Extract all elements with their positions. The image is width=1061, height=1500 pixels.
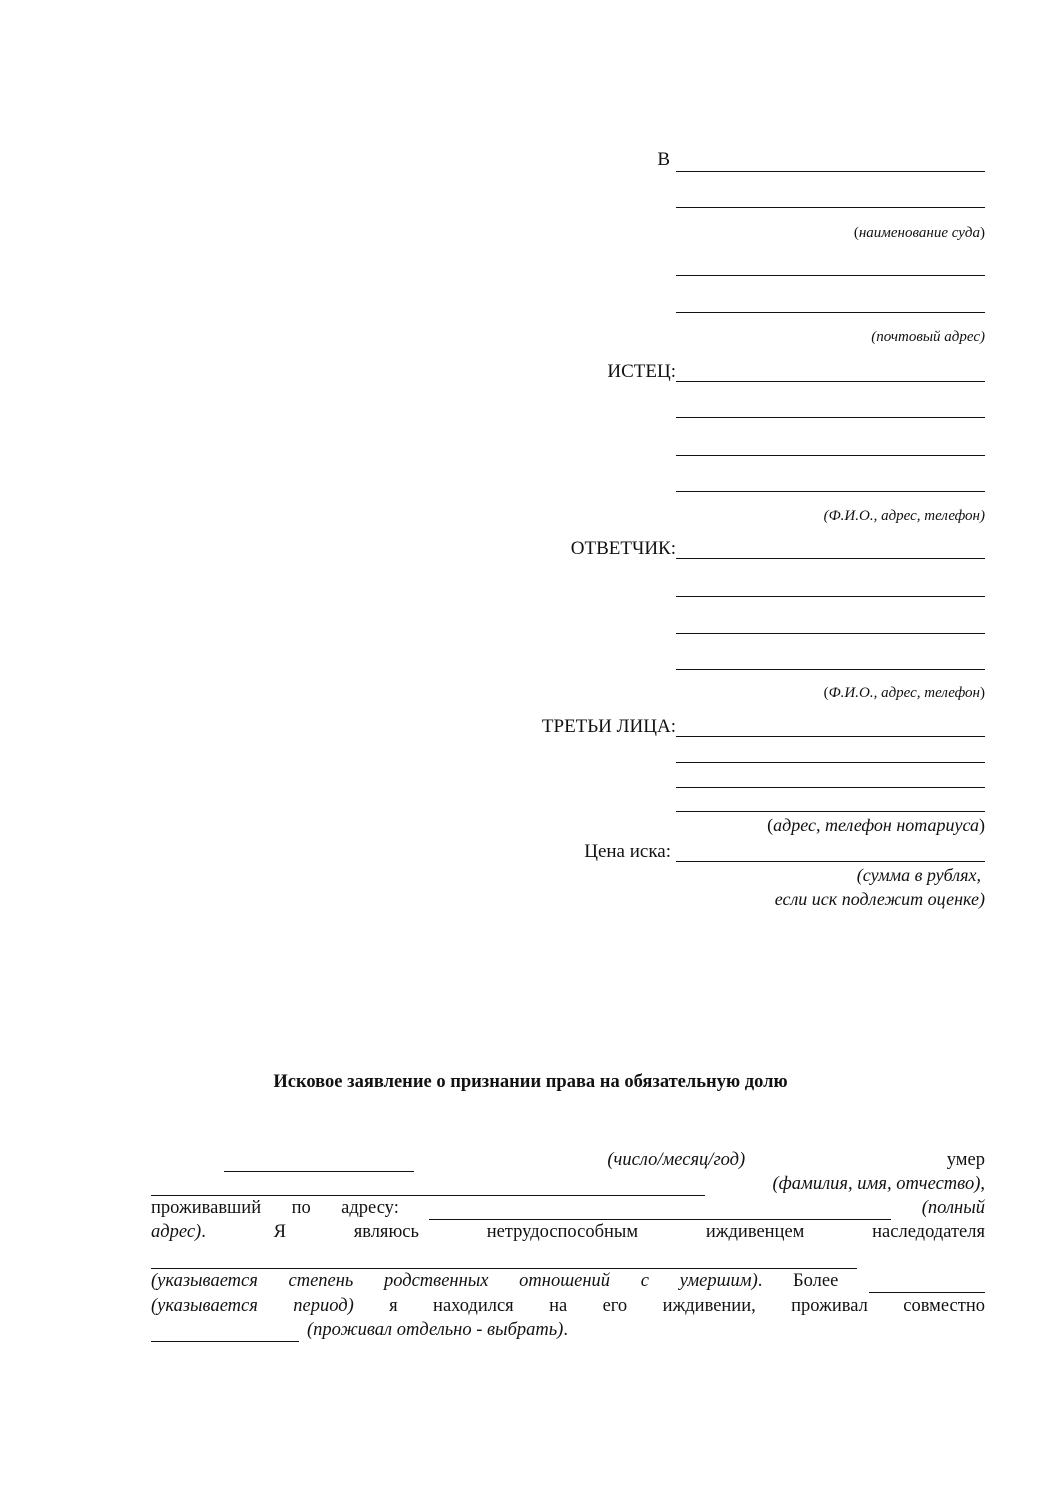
- claim-price-caption-2: если иск подлежит оценке): [774, 889, 985, 909]
- third-parties-caption-text: адрес, телефон нотариуса: [773, 815, 979, 835]
- third-parties-line-3: [676, 787, 985, 788]
- third-parties-line-1: [676, 736, 985, 737]
- death-date-blank: [224, 1152, 414, 1172]
- address-caption: (почтовый адрес): [871, 329, 985, 345]
- body-line-6: (указывается степень родственных отношений с умершим). Более: [151, 1269, 985, 1293]
- body-line-1: [151, 1148, 985, 1172]
- third-parties-caption: (адрес, телефон нотариуса): [767, 815, 985, 835]
- defendant-line-2: [676, 596, 985, 597]
- court-line-1: [676, 171, 985, 172]
- plaintiff-line-3: [676, 455, 985, 456]
- address-line-2: [676, 312, 985, 313]
- claim-price-label: Цена иска:: [584, 841, 671, 862]
- address-blank: [429, 1200, 891, 1220]
- claim-price-caption-1: (сумма в рублях,: [856, 865, 981, 885]
- claim-price-line: [676, 861, 985, 862]
- plaintiff-line-1: [676, 381, 985, 382]
- defendant-label: ОТВЕТЧИК:: [570, 538, 676, 559]
- defendant-caption-text: Ф.И.О., адрес, телефон: [828, 685, 980, 701]
- body-line-3: проживавший по адресу: (полный: [151, 1198, 985, 1218]
- third-parties-line-4: [676, 811, 985, 812]
- testator-blank: [151, 1249, 857, 1269]
- document-title: Исковое заявление о признании права на обязательную долю: [273, 1072, 788, 1092]
- court-caption: (наименование суда): [853, 225, 985, 241]
- address-line-1: [676, 275, 985, 276]
- fio-caption: (фамилия, имя, отчество): [772, 1174, 981, 1194]
- plaintiff-caption: (Ф.И.О., адрес, телефон): [823, 508, 985, 524]
- defendant-line-1: [676, 558, 985, 559]
- defendant-line-4: [676, 669, 985, 670]
- third-parties-label: ТРЕТЬИ ЛИЦА:: [541, 716, 676, 737]
- deceased-name-blank: [151, 1176, 705, 1196]
- court-line-2: [676, 207, 985, 208]
- period-blank: [869, 1273, 985, 1293]
- plaintiff-line-2: [676, 417, 985, 418]
- body-line-4: адрес). Я являюсь нетрудоспособным иждивенцем наследодателя: [151, 1222, 985, 1242]
- court-caption-text: наименование суда: [858, 225, 980, 241]
- body-line-7: (указывается период) я находился на его иждивении, проживал совместно: [151, 1296, 985, 1316]
- body-line-8: (проживал отдельно - выбрать).: [151, 1318, 985, 1342]
- date-caption: (число/месяц/год): [607, 1150, 746, 1170]
- court-prefix: В: [657, 149, 670, 170]
- body-line-2: (фамилия, имя, отчество),: [151, 1172, 985, 1196]
- third-parties-line-2: [676, 762, 985, 763]
- plaintiff-label: ИСТЕЦ:: [607, 361, 676, 382]
- body-line-5: [151, 1245, 985, 1269]
- defendant-caption: (Ф.И.О., адрес, телефон): [823, 685, 985, 701]
- plaintiff-line-4: [676, 491, 985, 492]
- defendant-line-3: [676, 633, 985, 634]
- residence-blank: [151, 1322, 299, 1342]
- died-word: умер: [946, 1150, 985, 1170]
